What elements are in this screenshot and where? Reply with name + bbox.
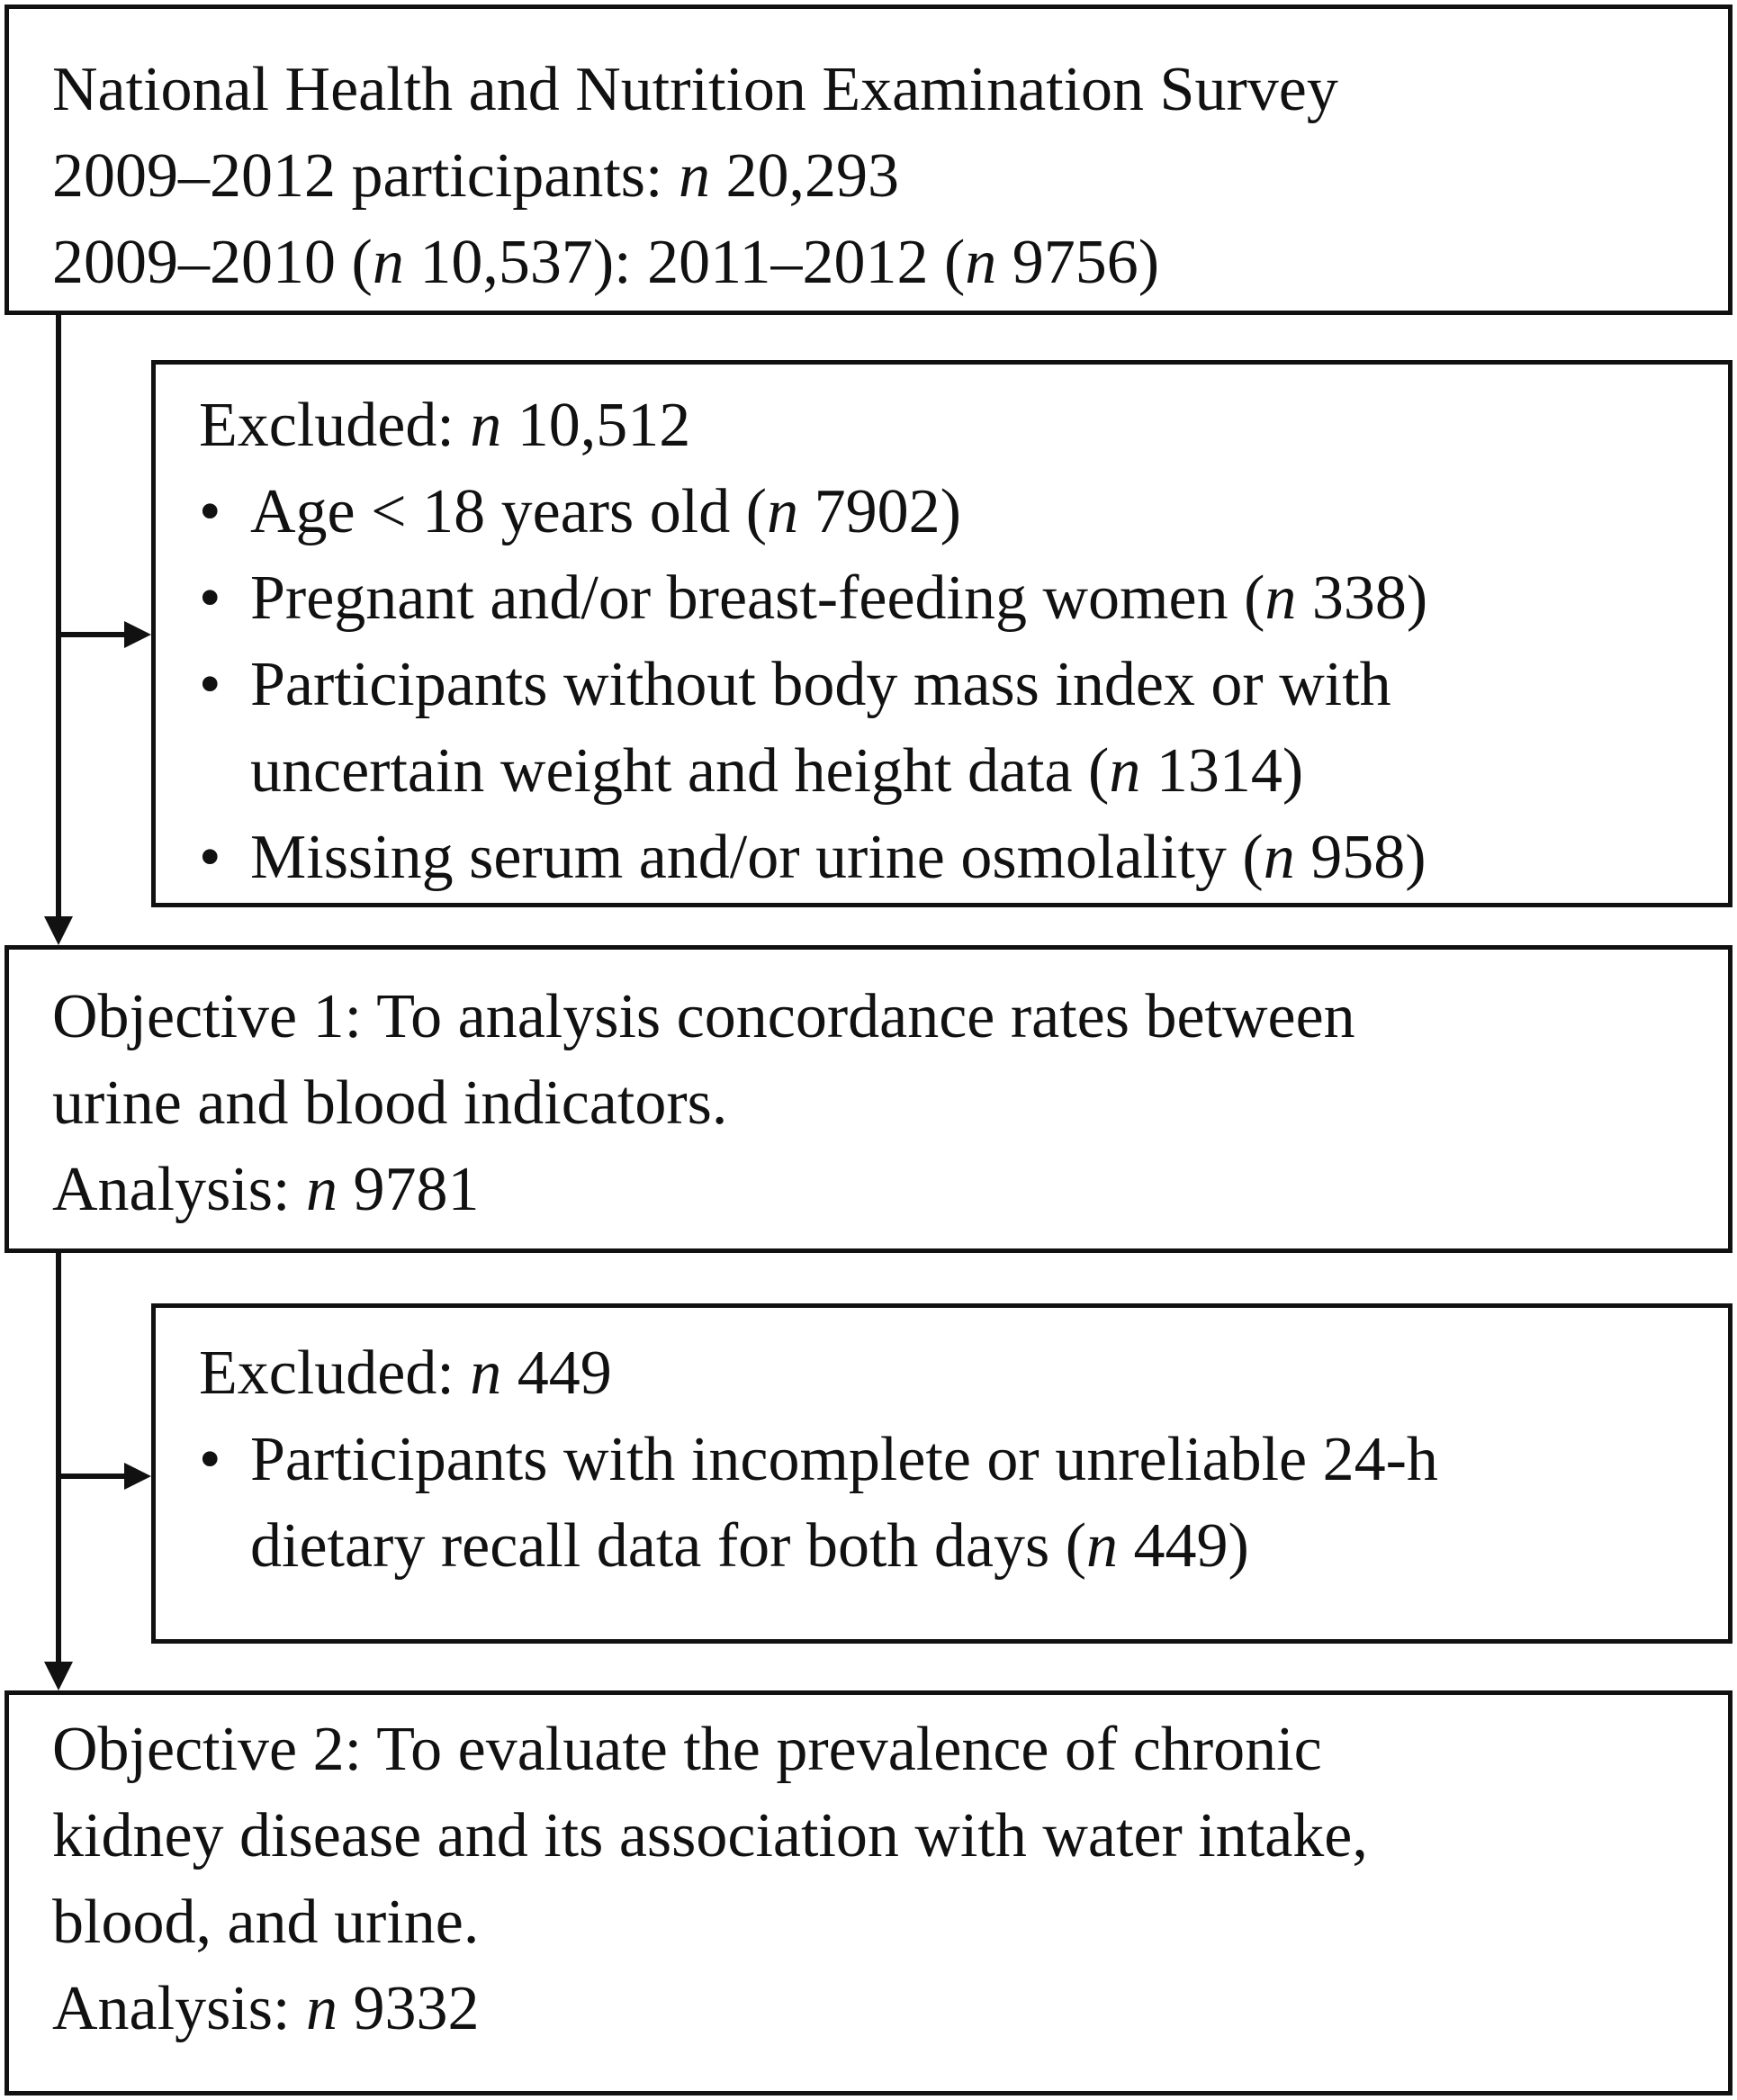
participants-total: 2009–2012 participants: n 20,293 <box>52 141 900 211</box>
exclusion-item-bmi: • Participants without body mass index or with <box>199 650 1391 719</box>
exclusion-item-dietary-recall-continued: dietary recall data for both days (n 449) <box>250 1511 1249 1581</box>
objective-1-text-continued: urine and blood indicators. <box>52 1068 728 1138</box>
exclusion-item-bmi-continued: uncertain weight and height data (n 1314) <box>250 736 1304 806</box>
objective-1-box <box>4 945 1732 1253</box>
objective-2-analysis-count: Analysis: n 9332 <box>52 1974 480 2043</box>
arrow-head-side-2 <box>124 1463 151 1490</box>
arrow-head-main-1 <box>44 916 73 945</box>
excluded-box-1 <box>151 360 1732 907</box>
exclusion-item-pregnant: • Pregnant and/or breast-feeding women (n 338) <box>199 563 1428 633</box>
objective-1-analysis-count: Analysis: n 9781 <box>52 1155 480 1224</box>
survey-name: National Health and Nutrition Examination Survey <box>52 55 1338 124</box>
exclusion-item-osmolality: • Missing serum and/or urine osmolality (n 958) <box>199 823 1426 892</box>
exclusion-item-dietary-recall: • Participants with incomplete or unreliable 24-h <box>199 1425 1438 1494</box>
excluded-box-2 <box>151 1303 1732 1644</box>
excluded-heading-1: Excluded: n 10,512 <box>199 391 691 460</box>
objective-2-text-continued: kidney disease and its association with water intake, <box>52 1801 1368 1870</box>
survey-participants-box <box>4 5 1732 315</box>
excluded-heading-2: Excluded: n 449 <box>199 1338 612 1408</box>
participants-by-cycle: 2009–2010 (n 10,537): 2011–2012 (n 9756) <box>52 228 1160 297</box>
objective-2-text: Objective 2: To evaluate the prevalence of chronic <box>52 1715 1322 1784</box>
arrow-head-main-2 <box>44 1662 73 1690</box>
objective-2-text-end: blood, and urine. <box>52 1888 480 1957</box>
exclusion-item-age: • Age < 18 years old (n 7902) <box>199 477 961 546</box>
objective-1-text: Objective 1: To analysis concordance rates between <box>52 982 1355 1051</box>
arrow-head-side-1 <box>124 621 151 648</box>
objective-2-box <box>4 1690 1732 2095</box>
